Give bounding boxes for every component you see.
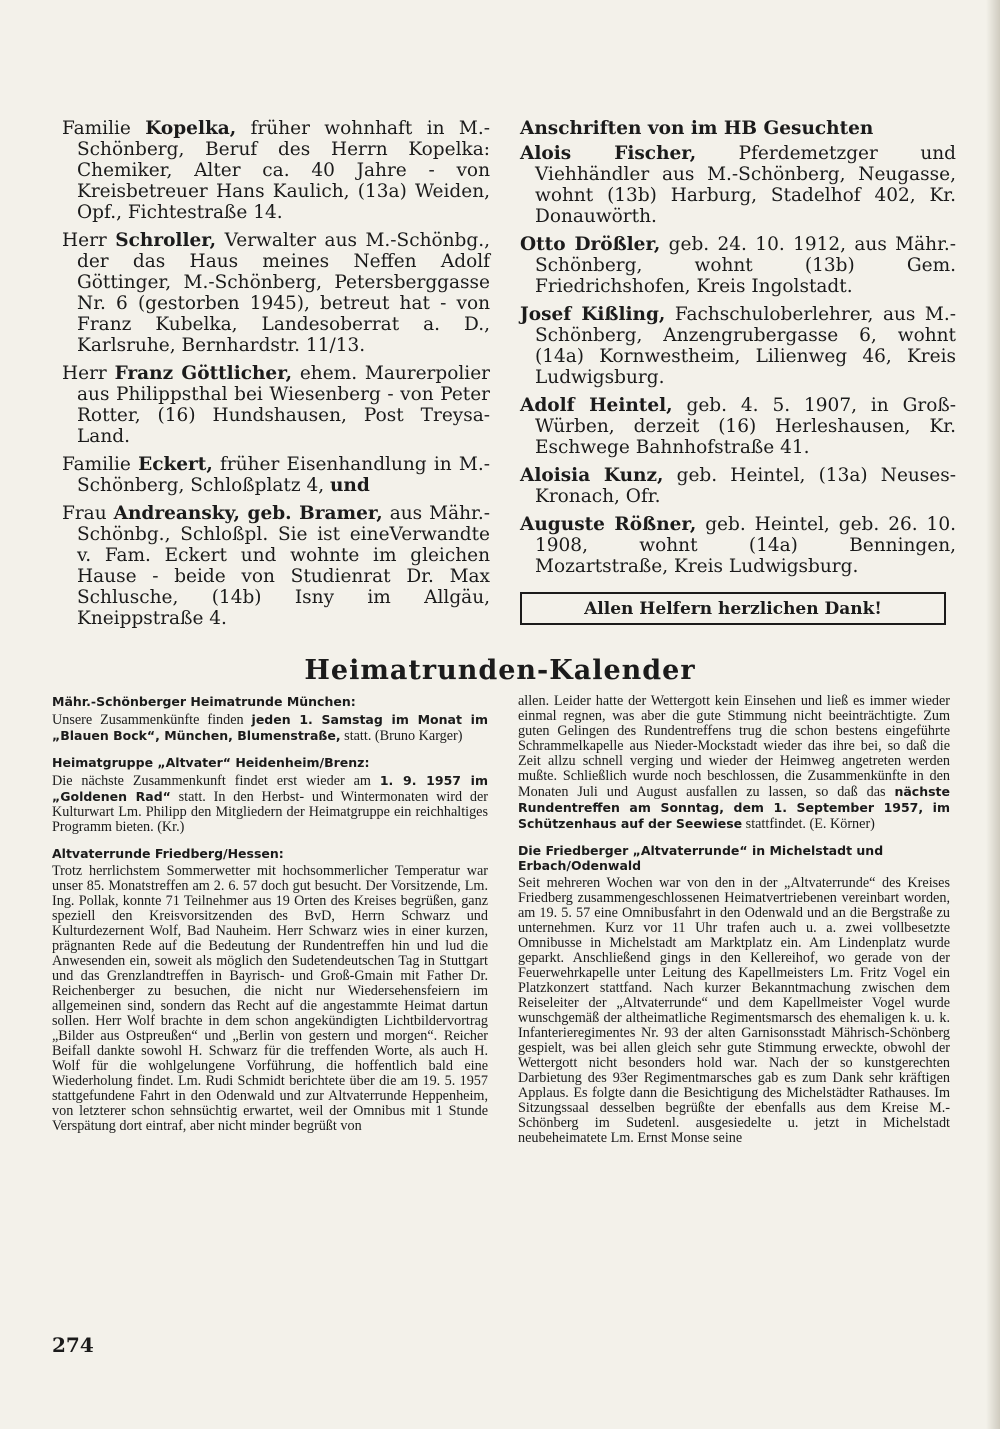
search-notices-column — [62, 118, 490, 636]
thanks-box — [520, 592, 946, 625]
address-entry-text: Otto Drößler, geb. 24. 10. 1912, aus Mähr.-Schönberg, wohnt (13b) Gem. Friedrichshofen, Kreis Ingolstadt. — [520, 234, 957, 297]
section-body: Die nächste Zusammenkunft findet erst wieder am 1. 9. 1957 im „Goldenen Rad“ statt. In den Herbst- und Wintermonaten wird der Kulturwart Lm. Philipp den Mitgliedern der Heimatgruppe ein reichhaltiges Programm bieten. (Kr.) — [52, 773, 489, 835]
search-notice-goettlicher — [62, 363, 490, 447]
search-notice-kopelka — [62, 118, 490, 223]
section-heading: Altvaterrunde Friedberg/Hessen: — [52, 846, 284, 861]
address-entry-kunz — [520, 465, 956, 507]
address-entry-text: Alois Fischer, Pferdemetzger und Viehhändler aus M.-Schönberg, Neugasse, wohnt (13b) Harburg, Stadelhof 402, Kr. Donauwörth. — [520, 143, 956, 227]
scan-edge — [986, 0, 1000, 1429]
calendar-section-muenchen — [52, 694, 488, 744]
address-entry-text: Aloisia Kunz, geb. Heintel, (13a) Neuses-Kronach, Ofr. — [520, 465, 956, 507]
address-entry-text: Adolf Heintel, geb. 4. 5. 1907, in Groß-Würben, derzeit (16) Herleshausen, Kr. Eschwege Bahnhofstraße 41. — [520, 395, 956, 458]
search-notice-text: Familie Eckert, früher Eisenhandlung in M.-Schönberg, Schloßplatz 4, und — [62, 454, 491, 496]
section-heading: Mähr.-Schönberger Heimatrunde München: — [52, 694, 356, 709]
calendar-section-michelstadt — [518, 843, 950, 1146]
calendar-left-column — [52, 694, 488, 1145]
addresses-title: Anschriften von im HB Gesuchten — [520, 118, 874, 139]
addresses-column — [520, 118, 956, 584]
address-entry-text: Josef Kißling, Fachschuloberlehrer, aus M.-Schönberg, Anzengrubergasse 6, wohnt (14a) Kornwestheim, Lilienweg 46, Kreis Ludwigsburg. — [520, 304, 956, 388]
address-entry-fischer — [520, 143, 956, 227]
calendar-right-column — [518, 694, 950, 1157]
calendar-title: Heimatrunden-Kalender — [304, 655, 696, 686]
address-entry-kissling — [520, 304, 956, 388]
thanks-text: Allen Helfern herzlichen Dank! — [584, 598, 882, 619]
search-notice-text: Frau Andreansky, geb. Bramer, aus Mähr.-Schönbg., Schloßpl. Sie ist eineVerwandte v. Fam. Eckert und wohnte im gleichen Hause - beide von Studienrat Dr. Max Schlusche, (14b) Isny im Allgäu, Kneippstraße 4. — [62, 503, 490, 629]
calendar-section-friedberg — [52, 846, 488, 1134]
address-entry-roessner — [520, 514, 956, 577]
section-body: Seit mehreren Wochen war von den in der „Altvaterrunde“ des Kreises Friedberg zusammengeschlossenen Heimatvertriebenen vereinbart worden, am 19. 5. 57 eine Omnibusfahrt in den Odenwald und an die Bergstraße zu unternehmen. Kurz vor 11 Uhr trafen auch u. a. zwei vollbesetzte Omnibusse in Michelstadt am Marktplatz ein. Am Lindenplatz wurde geparkt. Anschließend gings in den Kellereihof, wo gerade von der Feuerwehrkapelle unter Leitung des Kapellmeisters Lm. Fritz Vogel ein Platzkonzert stattfand. Nach kurzer Bekanntmachung zwischen dem Reiseleiter der „Altvaterrunde“ und dem Kapellmeister Vogel wurde wunschgemäß der altheimatliche Regimentsmarsch des ehemaligen k. u. k. Infanterieregimentes Nr. 93 der alten Garnisonsstadt Mährisch-Schönberg gespielt, was bei allen gleich sehr gute Stimmung erweckte, obwohl der Wettergott nicht besonders hold war. Nach der so kunstgerechten Darbietung des 93er Regimentmarsches gab es zum Dank sehr kräftigen Applaus. Es folgte dann die Besichtigung des Michelstädter Rathauses. Im Sitzungssaal desselben begrüßte der ebenfalls aus dem Kreise M.-Schönberg im Sudetenl. ausgesiedelte u. jetzt in Michelstadt neubeheimatete Lm. Ernst Monse seine — [518, 875, 950, 1146]
search-notice-text: Herr Schroller, Verwalter aus M.-Schönbg., der das Haus meines Neffen Adolf Göttinger, M.-Schönberg, Petersberggasse Nr. 6 (gestorben 1945), betreut hat - von Franz Kubelka, Landesoberrat a. D., Karlsruhe, Bernhardstr. 11/13. — [62, 230, 490, 356]
search-notice-schroller — [62, 230, 490, 356]
search-notice-eckert — [62, 454, 490, 496]
section-body: Trotz herrlichstem Sommerwetter mit hochsommerlicher Temperatur war unser 85. Monatstreffen am 2. 6. 57 doch gut besucht. Der Vorsitzende, Lm. Ing. Pollak, konnte 71 Teilnehmer aus 19 Orten des Kreises begrüßen, ganz speziell den Kreisvorsitzenden des BvD, Herrn Schwarz und Kulturdezernent Wolf, Bad Nauheim. Herr Schwarz wies in einer kurzen, prägnanten Rede auf die Bedeutung der Rundentreffen hin und lud die Anwesenden ein, soweit als möglich den Sudetendeutschen Tag in Stuttgart und das Grenzlandtreffen in Bayrisch- und Groß-Gmain mit Father Dr. Reichenberger zu besuchen, die nicht nur Wiedersehensfeiern im allgemeinen sind, sondern das Recht auf die angestammte Heimat dartun sollen. Herr Wolf brachte in dem schon angekündigten Lichtbildervortrag „Bilder aus Ostpreußen“ und „Berlin von gestern und morgen“. Reicher Beifall dankte sowohl H. Schwarz für die treffenden Worte, als auch H. Wolf für die wohlgelungene Vorführung, die hoffentlich bald eine Wiederholung findet. Lm. Rudi Schmidt berichtete über die am 19. 5. 1957 stattgefundene Fahrt in den Odenwald und zur Altvaterrunde Heppenheim, von letzterer schon sehnsüchtig erwartet, weil der Omnibus mit 1 Stunde Verspätung dort eintraf, aber nicht minder begrüßt von — [52, 863, 488, 1134]
search-notice-text: Familie Kopelka, früher wohnhaft in M.-Schönberg, Beruf des Herrn Kopelka: Chemiker, Alter ca. 40 Jahre - von Kreisbetreuer Hans Kaulich, (13a) Weiden, Opf., Fichtestraße 14. — [62, 118, 490, 223]
section-body: allen. Leider hatte der Wettergott kein Einsehen und ließ es immer wieder einmal regnen, was aber die gute Stimmung nicht beeinträchtigte. Zum guten Gelingen des Rundentreffens trug die schon bestens eingeführte Schrammelkapelle aus Nieder-Mockstadt wieder das ihre bei, so daß die Zeit allzu schnell verging und wieder der Heimweg angetreten werden mußte. Schließlich wurde noch beschlossen, die Zusammenkünfte in den Monaten Juli und August ausfallen zu lassen, so daß das nächste Rundentreffen am Sonntag, dem 1. September 1957, im Schützenhaus auf der Seewiese stattfindet. (E. Körner) — [518, 693, 950, 832]
calendar-section-friedberg-cont — [518, 694, 950, 832]
section-body: Unsere Zusammenkünfte finden jeden 1. Samstag im Monat im „Blauen Bock“, München, Blumenstraße, statt. (Bruno Karger) — [52, 712, 488, 744]
address-entry-droessler — [520, 234, 956, 297]
search-notice-text: Herr Franz Göttlicher, ehem. Maurerpolier aus Philippsthal bei Wiesenberg - von Peter Rotter, (16) Hundshausen, Post Treysa-Land. — [62, 363, 490, 447]
calendar-section-heidenheim — [52, 755, 488, 835]
address-entry-heintel — [520, 395, 956, 458]
address-entry-text: Auguste Rößner, geb. Heintel, geb. 26. 10. 1908, wohnt (14a) Benningen, Mozartstraße, Kreis Ludwigsburg. — [520, 514, 956, 577]
section-heading: Die Friedberger „Altvaterrunde“ in Michelstadt und Erbach/Odenwald — [518, 843, 884, 873]
section-heading: Heimatgruppe „Altvater“ Heidenheim/Brenz: — [52, 755, 370, 770]
page-number: 274 — [52, 1333, 94, 1357]
search-notice-andreansky — [62, 503, 490, 629]
